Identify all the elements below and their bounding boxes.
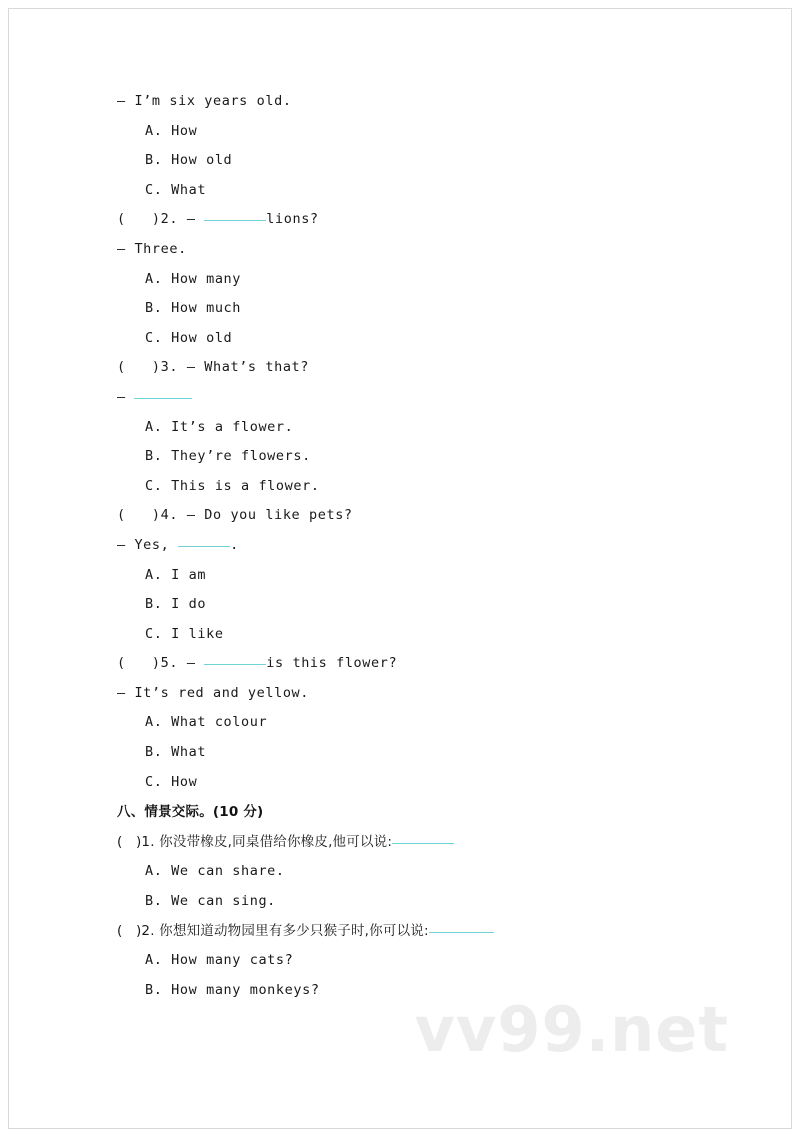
q2-opt-c: C. How old [145,329,233,346]
section-8: 八、情景交际。(10 分) [117,804,264,821]
q4-answer-pre: — Yes, [117,536,179,553]
q3-answer-pre: — [117,388,135,405]
q1-opt-a: A. How [145,122,198,139]
q3-stem: ( )3. — What’s that? [117,359,310,376]
q5-stem-pre: ( )5. — [117,655,205,672]
q2-opt-b: B. How much [145,300,242,317]
q2-stem-pre: ( )2. — [117,211,205,228]
q1-opt-b: B. How old [145,152,233,169]
q5-stem [117,649,737,679]
q5-opt-c: C. How [145,773,198,790]
q3-opt-b: B. They’re flowers. [145,448,311,465]
s8-q2-stem [117,917,737,947]
s8-q2-stem-pre: ( )2. 你想知道动物园里有多少只猴子时,你可以说: [117,922,429,939]
q5-opt-a: A. What colour [145,714,268,731]
paper-sheet [8,8,792,1129]
q3-answer [117,383,737,413]
s8-q1-stem [117,828,737,858]
q2-stem-post: lions? [266,211,319,228]
s8-q1-stem-pre: ( )1. 你没带橡皮,同桌借给你橡皮,他可以说: [117,833,393,850]
q3-opt-a: A. It’s a flower. [145,418,294,435]
q4-stem: ( )4. — Do you like pets? [117,507,353,524]
q2-stem [117,205,737,235]
q4-answer-post: . [230,536,239,553]
s8-q2-stem-answer-blank[interactable] [429,932,494,933]
exam-content [117,87,737,1005]
q2-stem-answer-blank[interactable] [204,220,266,221]
q2-answer: — Three. [117,240,187,257]
s8-q2-opt-a: A. How many cats? [145,952,294,969]
s8-q1-opt-a: A. We can share. [145,863,285,880]
q4-opt-c: C. I like [145,625,224,642]
q4-opt-b: B. I do [145,596,207,613]
q5-opt-b: B. What [145,744,207,761]
q5-answer: — It’s red and yellow. [117,684,310,701]
s8-q2-opt-b: B. How many monkeys? [145,981,320,998]
q4-answer [117,531,737,561]
q1-opt-c: C. What [145,181,207,198]
q5-stem-post: is this flower? [266,655,398,672]
q2-opt-a: A. How many [145,270,242,287]
s8-q1-stem-answer-blank[interactable] [392,843,454,844]
q5-stem-answer-blank[interactable] [204,664,266,665]
s8-q1-opt-b: B. We can sing. [145,893,276,910]
q4-opt-a: A. I am [145,566,207,583]
q3-answer-answer-blank[interactable] [134,398,192,399]
watermark-text: vv99.net [414,993,729,1066]
q3-opt-c: C. This is a flower. [145,477,320,494]
q1-answer: — I’m six years old. [117,93,292,109]
q4-answer-answer-blank[interactable] [178,546,230,547]
